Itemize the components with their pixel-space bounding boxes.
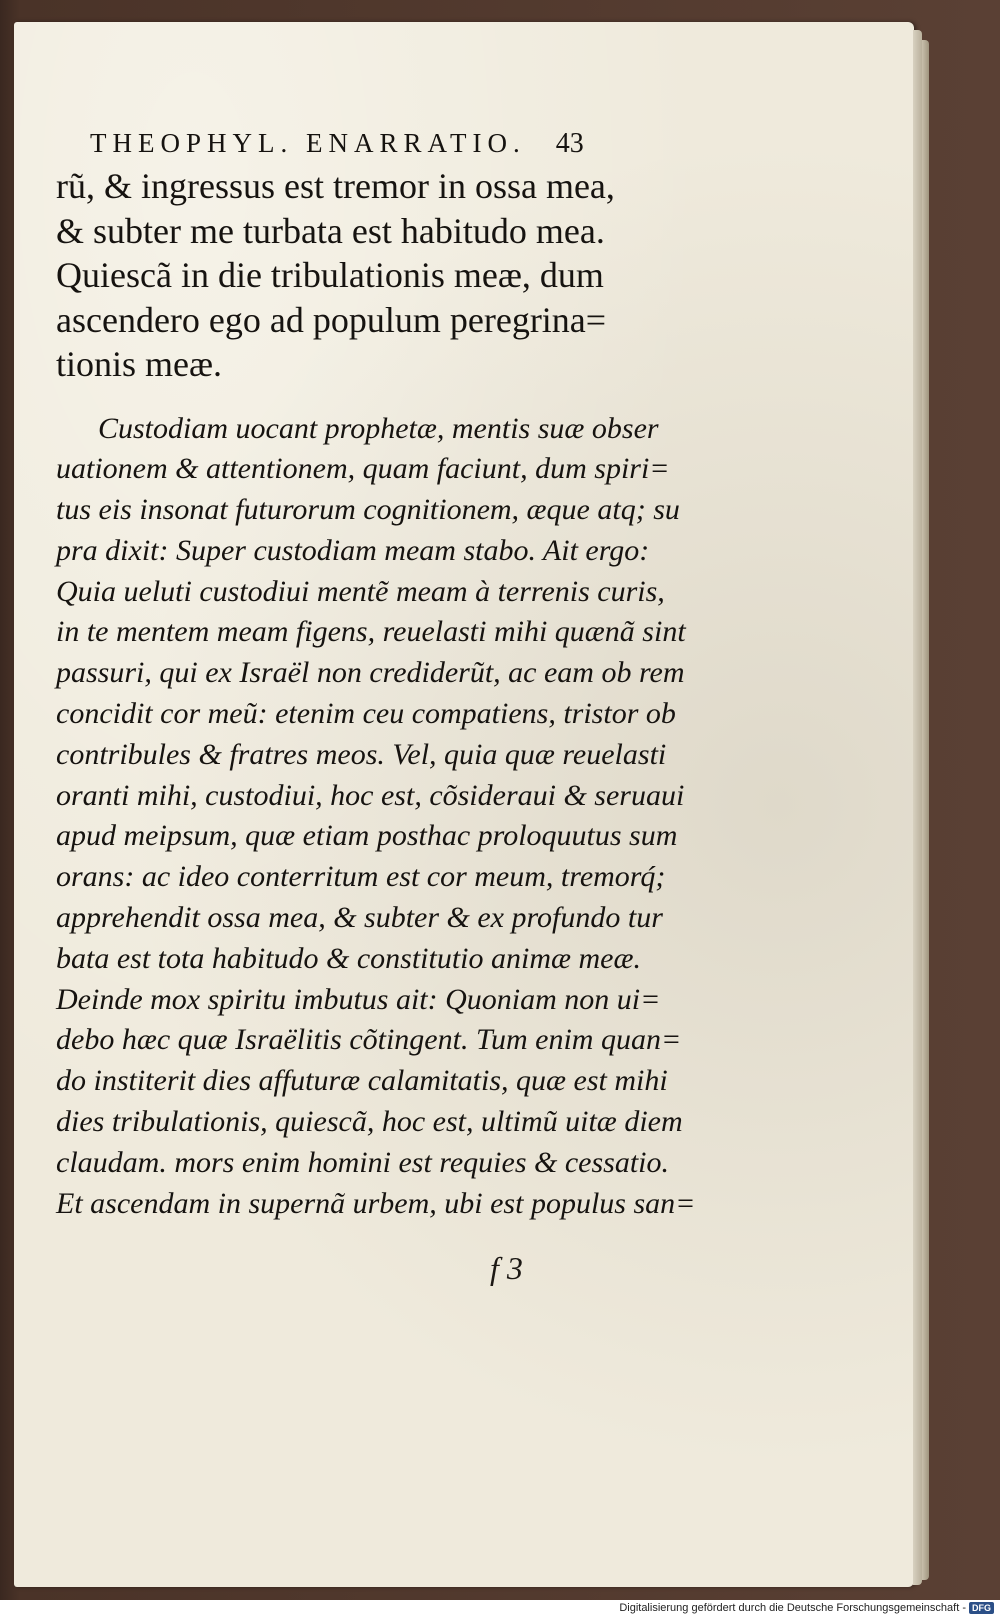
text-line: in te mentem meam figens, reuelasti mihi quænã sint — [56, 615, 686, 649]
text-line: concidit cor meũ: etenim ceu compatiens, tristor ob — [56, 697, 676, 731]
text-line: apud meipsum, quæ etiam posthac proloquutus sum — [56, 819, 678, 853]
text-line: Custodiam uocant prophetæ, mentis suæ obser — [98, 411, 659, 445]
scripture-passage — [56, 164, 676, 387]
text-line: oranti mihi, custodiui, hoc est, cõsideraui & seruaui — [56, 778, 685, 812]
text-line: rũ, & ingressus est tremor in ossa mea, — [56, 166, 615, 206]
text-line: & subter me turbata est habitudo mea. — [56, 210, 605, 251]
text-line: ascendero ego ad populum peregrina= — [56, 299, 607, 340]
text-line: bata est tota habitudo & constitutio animæ meæ. — [56, 941, 641, 975]
commentary-passage — [56, 409, 696, 1225]
page-edge-under — [922, 40, 929, 1580]
page-edge — [913, 30, 922, 1585]
running-header — [90, 128, 676, 160]
text-line: uationem & attentionem, quam faciunt, dum spiri= — [56, 452, 670, 486]
text-line: Deinde mox spiritu imbutus ait: Quoniam non ui= — [56, 982, 661, 1016]
text-line: Quiescã in die tribulationis meæ, dum — [56, 255, 604, 295]
page-text — [56, 128, 696, 1224]
text-line: apprehendit ossa mea, & subter & ex profundo tur — [56, 901, 663, 935]
text-line: orans: ac ideo conterritum est cor meum, tremorq́; — [56, 860, 666, 894]
dfg-logo: DFG — [969, 1602, 994, 1614]
text-line: do institerit dies affuturæ calamitatis, quæ est mihi — [56, 1064, 668, 1098]
footer-text: Digitalisierung gefördert durch die Deutsche Forschungsgemeinschaft - — [619, 1602, 966, 1614]
text-line: Et ascendam in supernã urbem, ubi est populus san= — [56, 1186, 696, 1220]
text-line: debo hæc quæ Israëlitis cõtingent. Tum enim quan= — [56, 1023, 682, 1057]
text-line: passuri, qui ex Israël non crediderũt, ac eam ob rem — [56, 656, 685, 690]
signature-mark: f 3 — [490, 1250, 523, 1286]
running-title: THEOPHYL. ENARRATIO. — [90, 128, 526, 158]
text-line: dies tribulationis, quiescã, hoc est, ultimũ uitæ diem — [56, 1105, 683, 1139]
folio-number: 43 — [555, 128, 584, 159]
text-line: tionis meæ. — [56, 344, 223, 384]
digitization-footer — [619, 1602, 994, 1614]
text-line: pra dixit: Super custodiam meam stabo. Ait ergo: — [56, 533, 650, 567]
text-line: Quia ueluti custodiui mentẽ meam à terrenis curis, — [56, 574, 665, 608]
text-line: contribules & fratres meos. Vel, quia quæ reuelasti — [56, 737, 667, 771]
text-line: claudam. mors enim homini est requies & cessatio. — [56, 1145, 669, 1179]
text-line: tus eis insonat futurorum cognitionem, æque atq; su — [56, 493, 680, 527]
